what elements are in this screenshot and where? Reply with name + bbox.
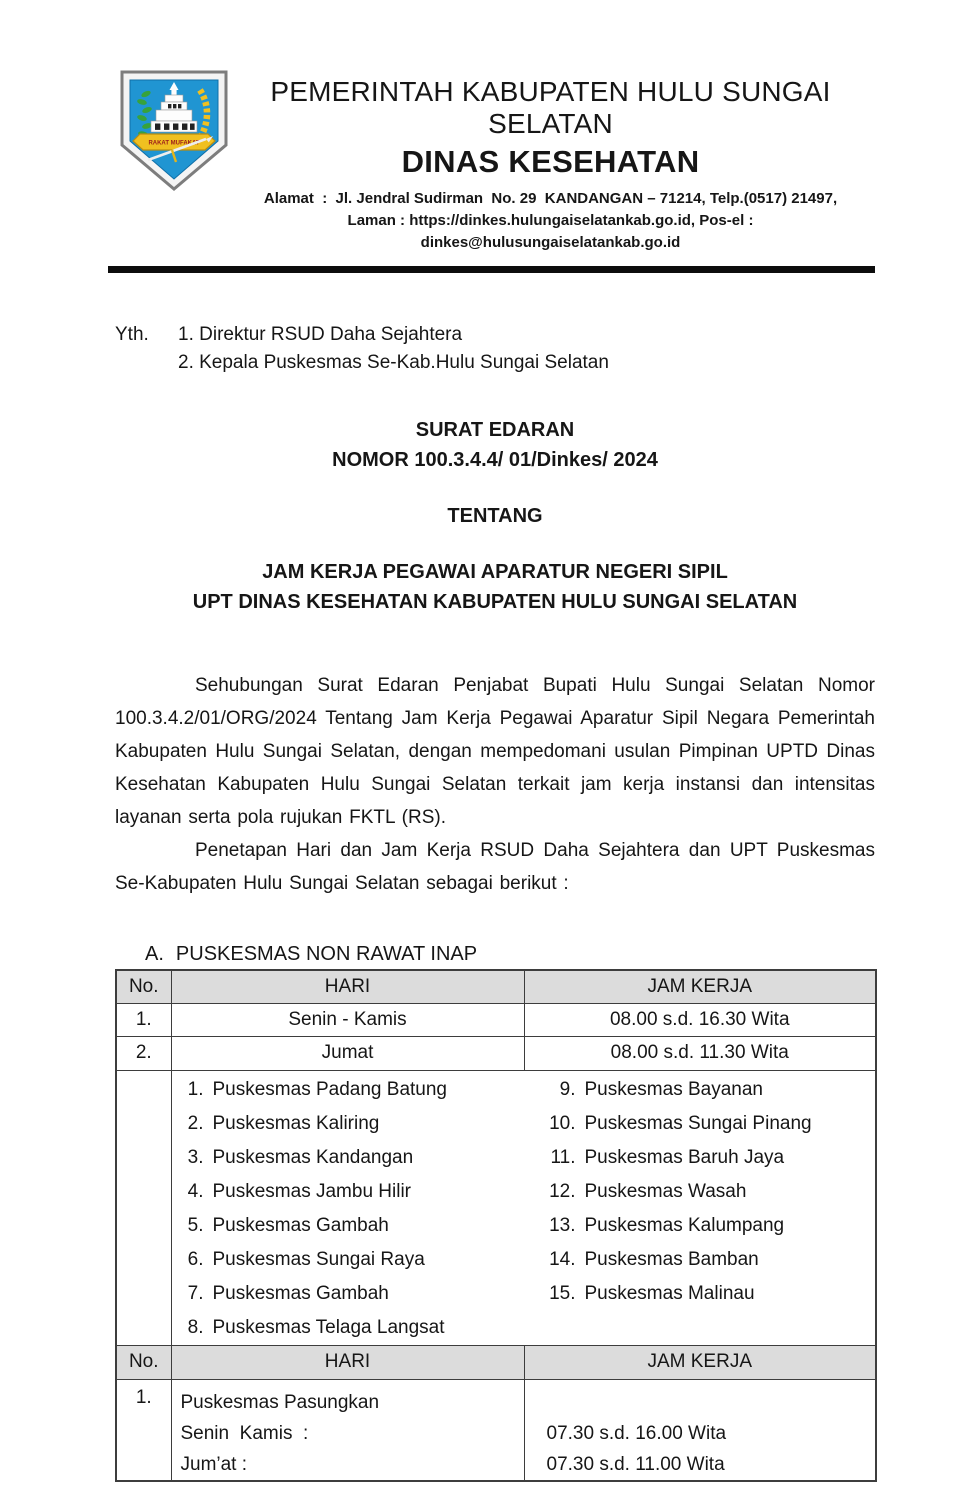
doc-type: SURAT EDARAN bbox=[415, 419, 575, 441]
item-name: Puskesmas Sungai Raya bbox=[212, 1248, 425, 1270]
item-number: 8. bbox=[187, 1316, 204, 1338]
puskesmas-list-item bbox=[540, 1107, 876, 1141]
item-name: Puskesmas Gambah bbox=[212, 1282, 389, 1304]
item-name: Puskesmas Padang Batung bbox=[212, 1078, 447, 1100]
item-number: 3. bbox=[187, 1146, 204, 1168]
item-number: 4. bbox=[187, 1180, 204, 1202]
item-number: 5. bbox=[187, 1214, 204, 1236]
pasungkan-row bbox=[116, 1379, 876, 1481]
row-jam: 08.00 s.d. 16.30 Wita bbox=[524, 1003, 876, 1036]
table-row bbox=[116, 1036, 876, 1070]
government-name: PEMERINTAH KABUPATEN HULU SUNGAI SELATAN bbox=[270, 76, 831, 139]
item-name: Puskesmas Jambu Hilir bbox=[212, 1180, 411, 1202]
recipient-item: 2. Kepala Puskesmas Se-Kab.Hulu Sungai Selatan bbox=[178, 352, 609, 373]
crest-motto-banner bbox=[133, 134, 215, 150]
work-hours-table bbox=[115, 969, 877, 1482]
table-header-row bbox=[116, 970, 876, 1003]
col-header-no: No. bbox=[116, 970, 171, 1003]
row-jam: 08.00 s.d. 11.30 Wita bbox=[524, 1036, 876, 1070]
puskesmas-list-item bbox=[178, 1107, 540, 1141]
item-number: 11. bbox=[550, 1146, 576, 1168]
item-name: Puskesmas Kaliring bbox=[212, 1112, 380, 1134]
item-number: 10. bbox=[549, 1112, 576, 1134]
empty-line bbox=[547, 1387, 876, 1418]
recipients-list bbox=[178, 321, 609, 377]
item-number: 12. bbox=[549, 1180, 576, 1202]
puskesmas-list-item bbox=[540, 1175, 876, 1209]
senin-kamis-time: 07.30 s.d. 16.00 Wita bbox=[546, 1422, 727, 1444]
row-no: 2. bbox=[116, 1036, 171, 1070]
doc-number: NOMOR 100.3.4.4/ 01/Dinkes/ 2024 bbox=[332, 449, 658, 471]
puskesmas-list-column-left bbox=[172, 1073, 540, 1345]
puskesmas-list-item bbox=[540, 1141, 876, 1175]
row-jam bbox=[524, 1379, 876, 1481]
section-a-heading bbox=[145, 942, 973, 966]
senin-kamis-label: Senin Kamis : bbox=[180, 1422, 309, 1444]
item-number: 2. bbox=[187, 1112, 204, 1134]
puskesmas-list-column-right bbox=[540, 1073, 876, 1345]
row-no: 1. bbox=[116, 1379, 171, 1481]
puskesmas-list-item bbox=[178, 1243, 540, 1277]
item-name: Puskesmas Telaga Langsat bbox=[212, 1316, 445, 1338]
item-name: Puskesmas Malinau bbox=[584, 1282, 755, 1304]
puskesmas-list-item bbox=[178, 1141, 540, 1175]
puskesmas-list-item bbox=[178, 1277, 540, 1311]
item-number: 6. bbox=[187, 1248, 204, 1270]
doc-subject-line-1: JAM KERJA PEGAWAI APARATUR NEGERI SIPIL bbox=[262, 561, 728, 583]
item-name: Puskesmas Baruh Jaya bbox=[584, 1146, 785, 1168]
col-header-no: No. bbox=[116, 1345, 171, 1379]
puskesmas-list-item bbox=[178, 1311, 540, 1345]
facility-name: Puskesmas Pasungkan bbox=[180, 1391, 380, 1413]
table-row bbox=[116, 1003, 876, 1036]
item-number: 13. bbox=[549, 1214, 576, 1236]
letterhead-divider bbox=[108, 266, 875, 273]
puskesmas-list-item bbox=[540, 1209, 876, 1243]
recipients-block bbox=[115, 321, 875, 377]
address-line-2: Laman : https://dinkes.hulungaiselatankab.go.id, Pos-el : dinkes@hulusungaiselatankab.go.id bbox=[347, 212, 754, 251]
item-name: Puskesmas Gambah bbox=[212, 1214, 389, 1236]
col-header-hari: HARI bbox=[171, 970, 524, 1003]
paragraph-1: Sehubungan Surat Edaran Penjabat Bupati Hulu Sungai Selatan Nomor 100.3.4.2/01/ORG/2024 Tentang Jam Kerja Pegawai Aparatur Sipil Negara Pemerintah Kabupaten Hulu Sungai Selatan, dengan mempedomani usulan Pimpinan UPTD Dinas Kesehatan Kabupaten Hulu Sungai Selatan terkait jam kerja instansi dan intensitas layanan serta pola rujukan FKTL (RS). bbox=[115, 675, 875, 828]
puskesmas-list-item bbox=[540, 1073, 876, 1107]
puskesmas-list-item bbox=[178, 1209, 540, 1243]
puskesmas-list-item bbox=[178, 1175, 540, 1209]
jumat-time: 07.30 s.d. 11.00 Wita bbox=[546, 1453, 725, 1475]
puskesmas-list-item bbox=[540, 1277, 876, 1311]
puskesmas-list-item bbox=[178, 1073, 540, 1107]
row-hari bbox=[171, 1379, 524, 1481]
item-name: Puskesmas Wasah bbox=[584, 1180, 747, 1202]
recipients-label: Yth. bbox=[115, 324, 149, 345]
doc-subject-line-2: UPT DINAS KESEHATAN KABUPATEN HULU SUNGAI SELATAN bbox=[192, 591, 798, 613]
row-hari: Jumat bbox=[171, 1036, 524, 1070]
col-header-jam-kerja: JAM KERJA bbox=[524, 1345, 876, 1379]
item-name: Puskesmas Bayanan bbox=[584, 1078, 763, 1100]
item-number: 9. bbox=[559, 1078, 576, 1100]
row-no: 1. bbox=[116, 1003, 171, 1036]
doc-about: TENTANG bbox=[447, 505, 543, 527]
crest-motto-text: RAKAT MUFAKAT bbox=[148, 140, 200, 147]
agency-name: DINAS KESEHATAN bbox=[401, 144, 700, 179]
address-line-1: Alamat : Jl. Jendral Sudirman No. 29 KANDANGAN – 71214, Telp.(0517) 21497, bbox=[263, 190, 838, 207]
table-header-row-2 bbox=[116, 1345, 876, 1379]
title-block bbox=[115, 415, 875, 617]
section-a-label: A. bbox=[145, 943, 164, 965]
paragraph-2: Penetapan Hari dan Jam Kerja RSUD Daha Sejahtera dan UPT Puskesmas Se-Kabupaten Hulu Sungai Selatan sebagai berikut : bbox=[115, 840, 875, 894]
jumat-label: Jum’at : bbox=[180, 1453, 248, 1475]
empty-no-cell bbox=[116, 1070, 171, 1345]
item-name: Puskesmas Sungai Pinang bbox=[584, 1112, 812, 1134]
item-name: Puskesmas Kalumpang bbox=[584, 1214, 785, 1236]
section-a-title: PUSKESMAS NON RAWAT INAP bbox=[175, 943, 478, 965]
item-name: Puskesmas Bamban bbox=[584, 1248, 759, 1270]
row-hari: Senin - Kamis bbox=[171, 1003, 524, 1036]
item-name: Puskesmas Kandangan bbox=[212, 1146, 414, 1168]
item-number: 7. bbox=[187, 1282, 204, 1304]
letterhead bbox=[120, 70, 873, 254]
puskesmas-list-item bbox=[540, 1243, 876, 1277]
letterhead-text bbox=[228, 70, 873, 254]
item-number: 1. bbox=[187, 1078, 204, 1100]
col-header-jam-kerja: JAM KERJA bbox=[524, 970, 876, 1003]
puskesmas-list bbox=[172, 1071, 876, 1345]
col-header-hari: HARI bbox=[171, 1345, 524, 1379]
item-number: 14. bbox=[549, 1248, 576, 1270]
recipient-item: 1. Direktur RSUD Daha Sejahtera bbox=[178, 324, 463, 345]
puskesmas-list-cell bbox=[171, 1070, 876, 1345]
item-number: 15. bbox=[549, 1282, 576, 1304]
puskesmas-list-row bbox=[116, 1070, 876, 1345]
hss-regency-crest-logo bbox=[120, 70, 228, 192]
